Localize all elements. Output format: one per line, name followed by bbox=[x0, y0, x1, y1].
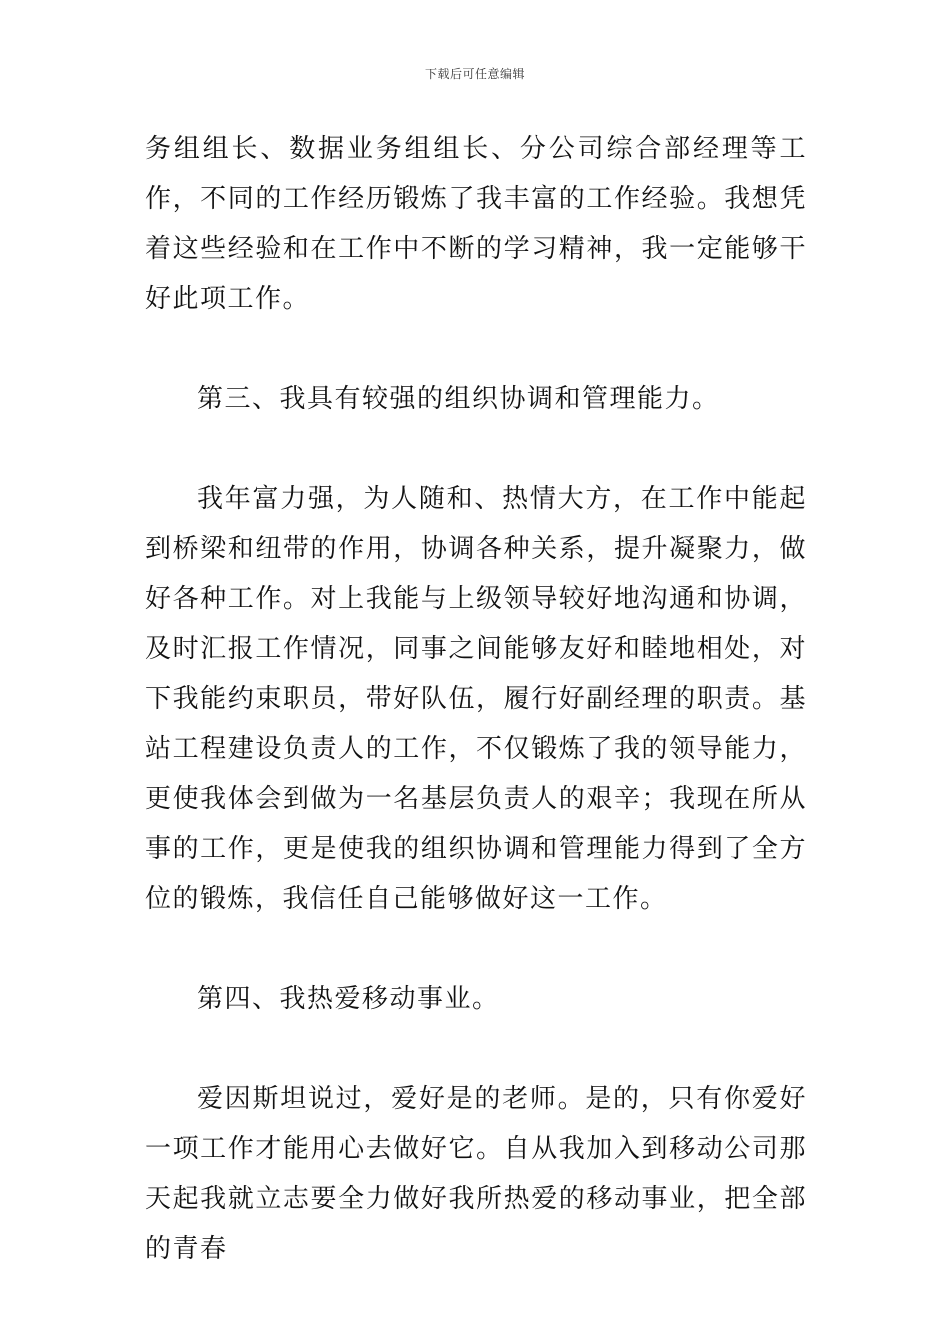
paragraph-passion: 爱因斯坦说过，爱好是的老师。是的，只有你爱好一项工作才能用心去做好它。自从我加入到移动公司那天起我就立志要全力做好我所热爱的移动事业，把全部的青春 bbox=[145, 1084, 807, 1264]
page-header: 下载后可任意编辑 bbox=[424, 67, 525, 81]
section-heading-fourth: 第四、我热爱移动事业。 bbox=[197, 984, 500, 1014]
paragraph-experience-continued: 务组组长、数据业务组组长、分公司综合部经理等工作，不同的工作经历锻炼了我丰富的工作经验。我想凭着这些经验和在工作中不断的学习精神，我一定能够干好此项工作。 bbox=[145, 134, 807, 314]
paragraph-coordination: 我年富力强，为人随和、热情大方，在工作中能起到桥梁和纽带的作用，协调各种关系，提升凝聚力，做好各种工作。对上我能与上级领导较好地沟通和协调，及时汇报工作情况，同事之间能够友好和睦地相处，对下我能约束职员，带好队伍，履行好副经理的职责。基站工程建设负责人的工作，不仅锻炼了我的领导能力，更使我体会到做为一名基层负责人的艰辛；我现在所从事的工作，更是使我的组织协调和管理能力得到了全方位的锻炼，我信任自己能够做好这一工作。 bbox=[145, 484, 807, 914]
document-body bbox=[145, 124, 807, 1274]
section-heading-third: 第三、我具有较强的组织协调和管理能力。 bbox=[197, 384, 720, 414]
